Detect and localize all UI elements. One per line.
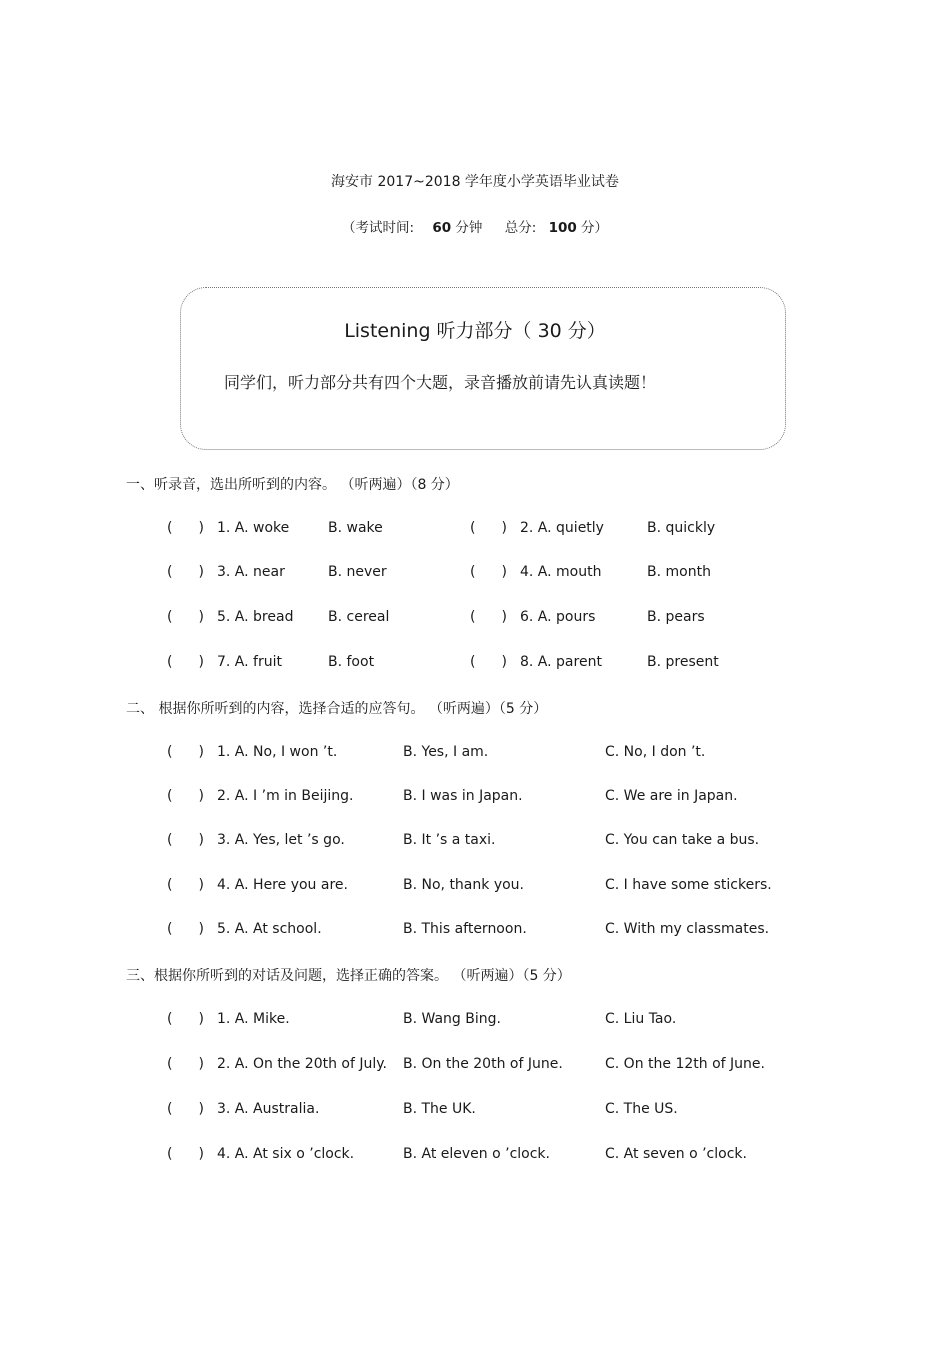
time-value: 60 <box>432 220 452 236</box>
option-a: 2. A. quietly <box>520 520 604 536</box>
option-b: B. wake <box>328 520 383 536</box>
option-a: 1. A. Mike. <box>217 1011 290 1027</box>
option-c: C. We are in Japan. <box>605 788 738 804</box>
option-a: 8. A. parent <box>520 654 602 670</box>
answer-blank[interactable]: ( ) <box>167 520 204 536</box>
option-a: 2. A. On the 20th of July. <box>217 1056 388 1072</box>
answer-blank[interactable]: ( ) <box>167 654 204 670</box>
answer-blank[interactable]: ( ) <box>470 564 507 580</box>
option-b: B. No, thank you. <box>403 877 524 893</box>
exam-info <box>0 216 950 236</box>
option-a: 3. A. near <box>217 564 285 580</box>
option-c: C. With my classmates. <box>605 921 770 937</box>
option-b: B. I was in Japan. <box>403 788 523 804</box>
option-a: 3. A. Yes, let ’s go. <box>217 832 345 848</box>
option-c: C. Liu Tao. <box>605 1011 677 1027</box>
answer-blank[interactable]: ( ) <box>470 609 507 625</box>
option-a: 4. A. At six o ’clock. <box>217 1146 355 1162</box>
option-a: 5. A. At school. <box>217 921 322 937</box>
option-b: B. never <box>328 564 387 580</box>
option-a: 1. A. No, I won ’t. <box>217 744 338 760</box>
listening-title: Listening 听力部分（ 30 分） <box>344 320 606 342</box>
option-c: C. On the 12th of June. <box>605 1056 765 1072</box>
option-a: 4. A. mouth <box>520 564 602 580</box>
option-b: B. On the 20th of June. <box>403 1056 563 1072</box>
option-c: C. I have some stickers. <box>605 877 772 893</box>
answer-blank[interactable]: ( ) <box>470 654 507 670</box>
answer-blank[interactable]: ( ) <box>167 921 204 937</box>
answer-blank[interactable]: ( ) <box>167 877 204 893</box>
option-c: C. You can take a bus. <box>605 832 760 848</box>
listening-box <box>180 287 786 450</box>
option-b: B. At eleven o ’clock. <box>403 1146 550 1162</box>
option-b: B. pears <box>647 609 705 625</box>
score-value: 100 <box>548 220 577 236</box>
option-c: C. No, I don ’t. <box>605 744 706 760</box>
option-b: B. Wang Bing. <box>403 1011 501 1027</box>
exam-title: 海安市 2017~2018 学年度小学英语毕业试卷 <box>331 174 619 190</box>
option-b: B. foot <box>328 654 375 670</box>
score-unit: 分） <box>581 220 609 236</box>
option-c: C. At seven o ’clock. <box>605 1146 747 1162</box>
section-2-heading: 二、 根据你所听到的内容，选择合适的应答句。 （听两遍）（5 分） <box>126 701 548 717</box>
answer-blank[interactable]: ( ) <box>167 609 204 625</box>
listening-note: 同学们，听力部分共有四个大题，录音播放前请先认真读题！ <box>224 373 657 392</box>
score-label: 总分: <box>504 220 537 236</box>
section-1-heading: 一、听录音，选出所听到的内容。 （听两遍）（8 分） <box>126 477 459 493</box>
answer-blank[interactable]: ( ) <box>167 1056 204 1072</box>
option-a: 6. A. pours <box>520 609 596 625</box>
answer-blank[interactable]: ( ) <box>167 832 204 848</box>
answer-blank[interactable]: ( ) <box>167 1146 204 1162</box>
option-a: 1. A. woke <box>217 520 290 536</box>
option-a: 7. A. fruit <box>217 654 282 670</box>
answer-blank[interactable]: ( ) <box>167 1101 204 1117</box>
answer-blank[interactable]: ( ) <box>167 788 204 804</box>
option-c: C. The US. <box>605 1101 678 1117</box>
option-b: B. It ’s a taxi. <box>403 832 496 848</box>
option-b: B. month <box>647 564 711 580</box>
option-a: 2. A. I ’m in Beijing. <box>217 788 354 804</box>
option-b: B. Yes, I am. <box>403 744 489 760</box>
option-a: 4. A. Here you are. <box>217 877 348 893</box>
option-a: 5. A. bread <box>217 609 294 625</box>
answer-blank[interactable]: ( ) <box>167 564 204 580</box>
time-label: （考试时间: <box>341 220 415 236</box>
option-b: B. present <box>647 654 719 670</box>
answer-blank[interactable]: ( ) <box>470 520 507 536</box>
section-3-heading: 三、根据你所听到的对话及问题，选择正确的答案。 （听两遍）（5 分） <box>126 968 571 984</box>
option-b: B. quickly <box>647 520 716 536</box>
option-b: B. cereal <box>328 609 390 625</box>
option-b: B. This afternoon. <box>403 921 527 937</box>
option-b: B. The UK. <box>403 1101 476 1117</box>
answer-blank[interactable]: ( ) <box>167 744 204 760</box>
answer-blank[interactable]: ( ) <box>167 1011 204 1027</box>
option-a: 3. A. Australia. <box>217 1101 320 1117</box>
time-unit: 分钟 <box>455 220 483 236</box>
